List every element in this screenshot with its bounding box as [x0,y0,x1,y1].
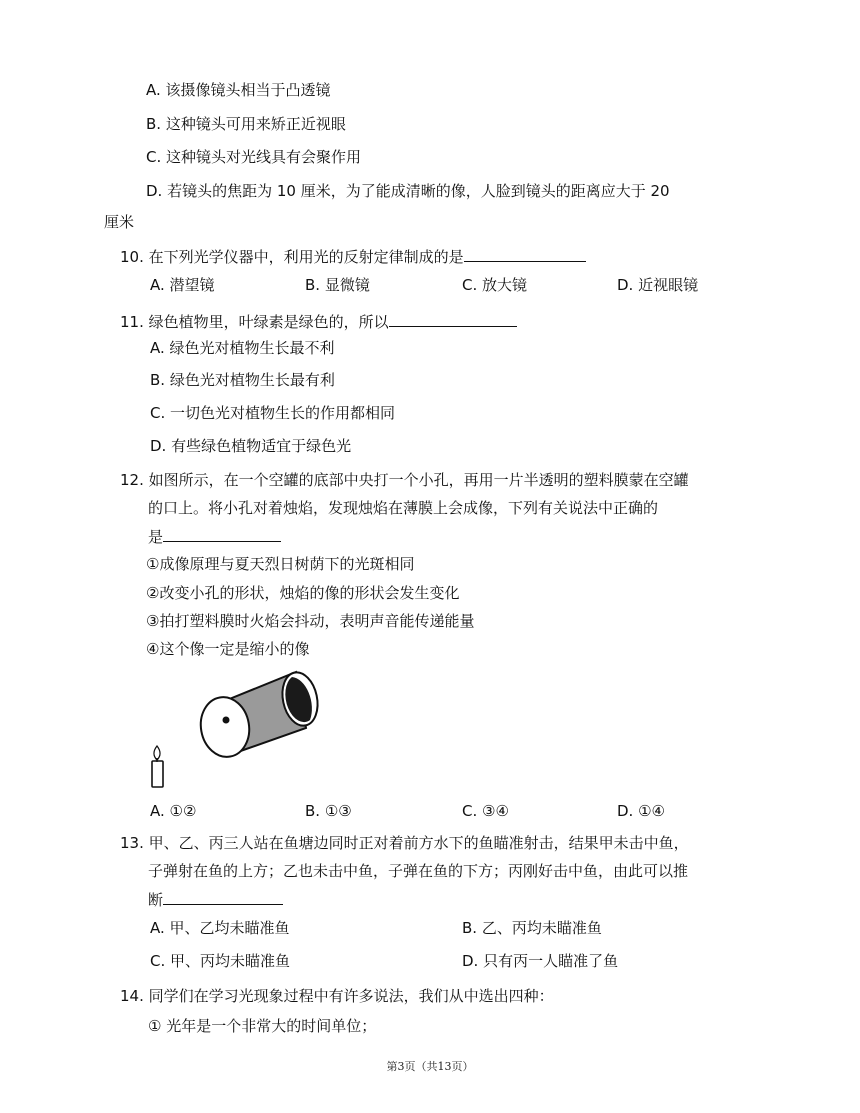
q10-option-c: C. 放大镜 [462,276,528,294]
candle-icon [152,746,163,787]
q13-option-d: D. 只有丙一人瞄准了鱼 [462,952,619,970]
q9-option-c: C. 这种镜头对光线具有会聚作用 [146,148,362,166]
q12-statement-4: ④这个像一定是缩小的像 [146,640,310,658]
q10-answer-blank[interactable] [464,246,586,262]
q12-option-b: B. ①③ [305,802,352,820]
q12-statement-3: ③拍打塑料膜时火焰会抖动，表明声音能传递能量 [146,612,475,630]
q14-statement-1: ① 光年是一个非常大的时间单位； [148,1017,377,1035]
q12-stem-line1: 12. 如图所示，在一个空罐的底部中央打一个小孔，再用一片半透明的塑料膜蒙在空罐 [120,471,689,489]
q9-option-b: B. 这种镜头可用来矫正近视眼 [146,115,346,133]
q12-answer-blank[interactable] [163,526,281,542]
q12-statement-1: ①成像原理与夏天烈日树荫下的光斑相同 [146,555,415,573]
q10-option-d: D. 近视眼镜 [617,276,699,294]
q11-stem-text: 11. 绿色植物里，叶绿素是绿色的，所以 [120,313,389,331]
q13-answer-blank[interactable] [163,889,283,905]
q12-stem-line2: 的口上。将小孔对着烛焰，发现烛焰在薄膜上会成像，下列有关说法中正确的 [148,499,659,517]
q13-option-a: A. 甲、乙均未瞄准鱼 [150,919,290,937]
q11-answer-blank[interactable] [389,311,517,327]
q10-option-a: A. 潜望镜 [150,276,215,294]
q11-option-d: D. 有些绿色植物适宜于绿色光 [150,437,352,455]
q13-stem-line3-text: 断 [148,891,164,909]
q11-option-b: B. 绿色光对植物生长最有利 [150,371,335,389]
q13-stem-line2: 子弹射在鱼的上方；乙也未击中鱼，子弹在鱼的下方；丙刚好击中鱼，由此可以推 [148,862,689,880]
q10-option-b: B. 显微镜 [305,276,370,294]
q13-option-b: B. 乙、丙均未瞄准鱼 [462,919,602,937]
q13-stem-line1: 13. 甲、乙、丙三人站在鱼塘边同时正对着前方水下的鱼瞄准射击，结果甲未击中鱼， [120,834,689,852]
q12-option-c: C. ③④ [462,802,509,820]
pinhole [223,717,230,724]
q12-stem-line3-text: 是 [148,528,164,546]
q9-option-a: A. 该摄像镜头相当于凸透镜 [146,81,331,99]
q14-stem: 14. 同学们在学习光现象过程中有许多说法，我们从中选出四种： [120,987,554,1005]
pinhole-camera-figure [140,668,330,790]
q11-stem [120,311,517,332]
page-footer: 第3页（共13页） [386,1060,474,1073]
q12-stem-line3 [148,526,281,547]
q12-option-d: D. ①④ [617,802,665,820]
q12-option-a: A. ①② [150,802,197,820]
q9-option-d-cont: 厘米 [104,213,135,231]
q13-option-c: C. 甲、丙均未瞄准鱼 [150,952,291,970]
q10-stem [120,246,586,267]
q10-stem-text: 10. 在下列光学仪器中，利用光的反射定律制成的是 [120,248,464,266]
q9-option-d: D. 若镜头的焦距为 10 厘米，为了能成清晰的像，人脸到镜头的距离应大于 20 [146,182,670,200]
q11-option-c: C. 一切色光对植物生长的作用都相同 [150,404,396,422]
q13-stem-line3 [148,889,283,910]
q11-option-a: A. 绿色光对植物生长最不利 [150,339,335,357]
q12-statement-2: ②改变小孔的形状，烛焰的像的形状会发生变化 [146,584,460,602]
